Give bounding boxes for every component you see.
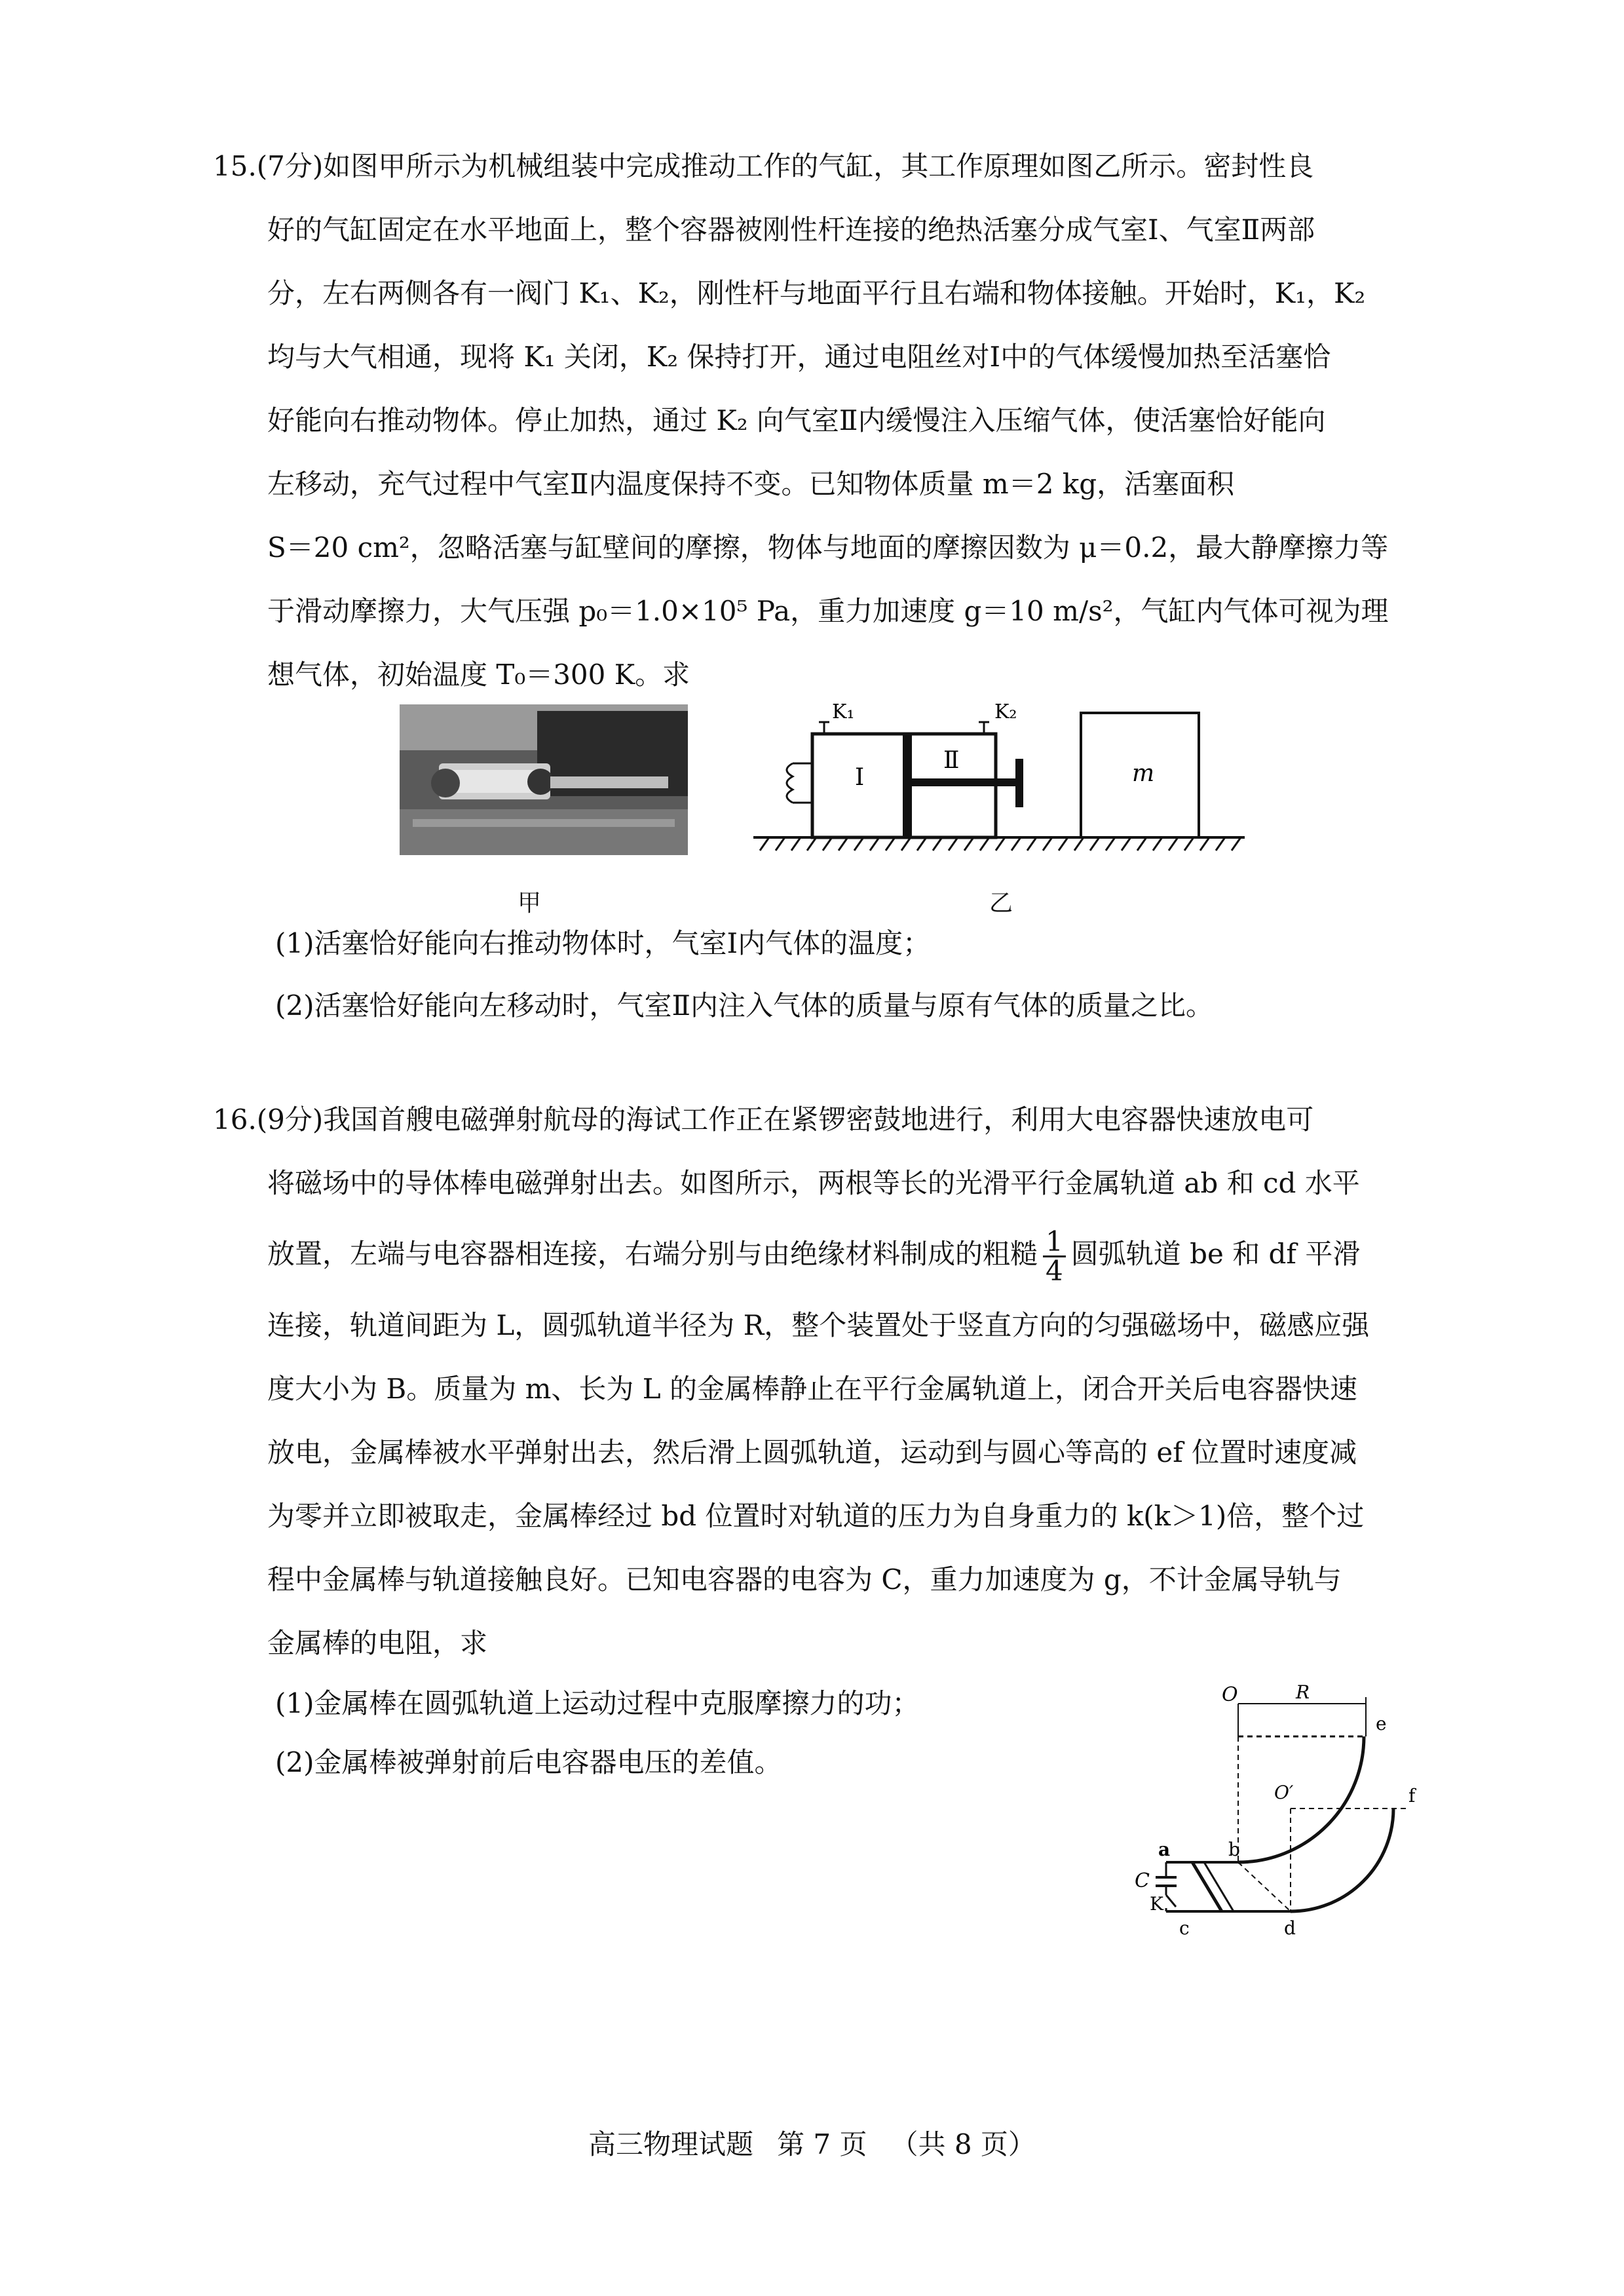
ground-hatch <box>1106 837 1115 851</box>
label-mass: m <box>1132 760 1155 787</box>
q15-line6: 左移动，充气过程中气室Ⅱ内温度保持不变。已知物体质量 m＝2 kg，活塞面积 <box>267 468 1235 500</box>
q15-line9: 想气体，初始温度 T₀＝300 K。求 <box>267 659 690 691</box>
q15-line2: 好的气缸固定在水平地面上，整个容器被刚性杆连接的绝热活塞分成气室Ⅰ、气室Ⅱ两部 <box>267 214 1315 246</box>
ground-hatch <box>870 837 879 851</box>
ground-hatch <box>1184 837 1194 851</box>
ground-hatch <box>1059 837 1068 851</box>
q16-text <box>213 1088 1408 1675</box>
ground-hatch <box>917 837 926 851</box>
q16-line1: 我国首艘电磁弹射航母的海试工作正在紧锣密鼓地进行，利用大电容器快速放电可 <box>323 1103 1314 1136</box>
q16-sub1: (1)金属棒在圆弧轨道上运动过程中克服摩擦力的功； <box>275 1687 920 1719</box>
q15-line3: 分，左右两侧各有一阀门 K₁、K₂，刚性杆与地面平行且右端和物体接触。开始时，K₁，K₂ <box>267 277 1366 309</box>
label-k2: K₂ <box>994 700 1017 723</box>
q15-line7: S＝20 cm²，忽略活塞与缸壁间的摩擦，物体与地面的摩擦因数为 μ＝0.2，最大静摩擦力等 <box>267 531 1389 564</box>
q16-line4: 连接，轨道间距为 L，圆弧轨道半径为 R，整个装置处于竖直方向的匀强磁场中，磁感应强 <box>267 1309 1370 1341</box>
cylinder-diagram <box>753 695 1251 865</box>
q16-line6: 放电，金属棒被水平弹射出去，然后滑上圆弧轨道，运动到与圆心等高的 ef 位置时速度减 <box>267 1436 1357 1468</box>
ground-hatch <box>886 837 895 851</box>
ground-hatch <box>1169 837 1178 851</box>
label-room2: Ⅱ <box>943 747 960 774</box>
q16-line2: 将磁场中的导体棒电磁弹射出去。如图所示，两根等长的光滑平行金属轨道 ab 和 cd 水平 <box>267 1167 1360 1199</box>
label-K: K <box>1150 1893 1163 1915</box>
q16-line3b: 圆弧轨道 be 和 df 平滑 <box>1070 1238 1361 1270</box>
ground-hatch <box>1074 837 1084 851</box>
ground-hatch <box>1043 837 1052 851</box>
cylinder-photo <box>400 704 688 855</box>
ground-hatch <box>901 837 911 851</box>
q15-sub1: (1)活塞恰好能向右推动物体时，气室Ⅰ内气体的温度； <box>275 927 931 959</box>
ground-hatch <box>807 837 816 851</box>
caption-jia: 甲 <box>518 890 542 917</box>
q15-line5: 好能向右推动物体。停止加热，通过 K₂ 向气室Ⅱ内缓慢注入压缩气体，使活塞恰好能向 <box>267 404 1326 436</box>
ground-hatch <box>1137 837 1146 851</box>
ground-hatch <box>1122 837 1131 851</box>
label-f: f <box>1408 1785 1416 1807</box>
caption-yi: 乙 <box>989 890 1013 917</box>
q15-sub2: (2)活塞恰好能向左移动时，气室Ⅱ内注入气体的质量与原有气体的质量之比。 <box>275 989 1214 1022</box>
q15-score: (7分) <box>256 150 324 182</box>
label-O: O <box>1222 1683 1238 1706</box>
q16-score: (9分) <box>256 1103 324 1136</box>
ground-hatch <box>1216 837 1225 851</box>
label-c: c <box>1179 1917 1190 1939</box>
label-C: C <box>1135 1869 1150 1892</box>
ground-hatch <box>980 837 989 851</box>
label-O-prime: O′ <box>1274 1782 1294 1803</box>
q16-number: 16. <box>213 1103 257 1136</box>
q16-line9: 金属棒的电阻，求 <box>267 1627 488 1659</box>
rail-diagram <box>1087 1677 1441 1953</box>
ground-hatch <box>1027 837 1036 851</box>
q16-line7: 为零并立即被取走，金属棒经过 bd 位置时对轨道的压力为自身重力的 k(k＞1)倍，整个过 <box>267 1500 1365 1532</box>
label-k1: K₁ <box>832 700 855 723</box>
label-a: a <box>1158 1839 1171 1860</box>
ground-hatch <box>1011 837 1021 851</box>
ground-hatch <box>791 837 801 851</box>
q15-text <box>213 134 1408 706</box>
footer-title: 高三物理试题 <box>588 2128 754 2160</box>
ground-hatch <box>1153 837 1162 851</box>
q15-line1: 如图甲所示为机械组装中完成推动工作的气缸，其工作原理如图乙所示。密封性良 <box>323 150 1314 182</box>
ground-hatch <box>776 837 785 851</box>
label-R: R <box>1296 1681 1310 1703</box>
q15-number: 15. <box>213 150 257 182</box>
quarter-fraction: $\frac{1}{4}$ <box>1043 1228 1066 1285</box>
label-b: b <box>1228 1839 1240 1860</box>
ground-hatch <box>839 837 848 851</box>
label-d: d <box>1284 1917 1296 1939</box>
q16-line5: 度大小为 B。质量为 m、长为 L 的金属棒静止在平行金属轨道上，闭合开关后电容器快速 <box>267 1373 1357 1405</box>
q16-line8: 程中金属棒与轨道接触良好。已知电容器的电容为 C，重力加速度为 g，不计金属导轨与 <box>267 1563 1342 1596</box>
label-e: e <box>1376 1713 1387 1734</box>
footer-total: （共 8 页） <box>890 2128 1036 2160</box>
ground-hatch <box>996 837 1005 851</box>
q16-sub2: (2)金属棒被弹射前后电容器电压的差值。 <box>275 1746 782 1778</box>
q15-line4: 均与大气相通，现将 K₁ 关闭，K₂ 保持打开，通过电阻丝对Ⅰ中的气体缓慢加热至活塞恰 <box>267 341 1331 373</box>
ground-hatch <box>823 837 832 851</box>
ground-hatch <box>933 837 942 851</box>
ground-hatch <box>949 837 958 851</box>
ground-hatch <box>964 837 973 851</box>
label-room1: Ⅰ <box>855 764 865 791</box>
ground-hatch <box>1232 837 1241 851</box>
q16-line3a: 放置，左端与电容器相连接，右端分别与由绝缘材料制成的粗糙 <box>267 1238 1038 1270</box>
q15-line8: 于滑动摩擦力，大气压强 p₀＝1.0×10⁵ Pa，重力加速度 g＝10 m/s²，气缸内气体可视为理 <box>267 595 1389 627</box>
ground-hatch <box>854 837 863 851</box>
page-footer <box>0 2123 1624 2162</box>
footer-page: 第 7 页 <box>777 2128 867 2160</box>
ground-hatch <box>1090 837 1099 851</box>
ground-hatch <box>1200 837 1209 851</box>
ground-hatch <box>760 837 769 851</box>
